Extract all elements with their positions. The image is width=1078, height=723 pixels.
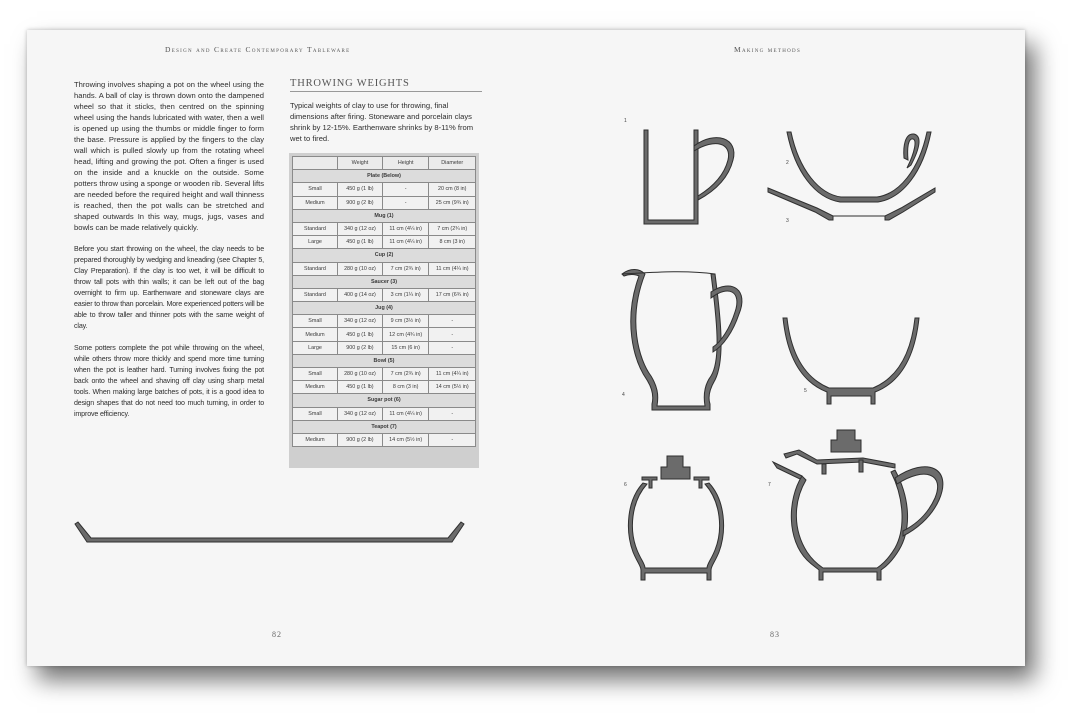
figure-label-7: 7 bbox=[768, 482, 771, 488]
table-header-cell: Height bbox=[382, 157, 429, 170]
table-cell: 900 g (2 lb) bbox=[338, 196, 383, 209]
table-cell: 450 g (1 lb) bbox=[338, 183, 383, 196]
figure-label-1: 1 bbox=[624, 118, 627, 124]
table-cell: 11 cm (4¼ in) bbox=[429, 262, 476, 275]
table-cell: 20 cm (8 in) bbox=[429, 183, 476, 196]
table-cell: - bbox=[382, 196, 429, 209]
table-cell: - bbox=[429, 328, 476, 341]
figure-label-6: 6 bbox=[624, 482, 627, 488]
table-cell: Medium bbox=[293, 381, 338, 394]
table-header-cell: Diameter bbox=[429, 157, 476, 170]
table-section-title: Saucer (3) bbox=[293, 275, 476, 288]
sidebar-title: THROWING WEIGHTS bbox=[290, 78, 482, 92]
table-cell: Large bbox=[293, 236, 338, 249]
table-cell: 900 g (2 lb) bbox=[338, 433, 383, 446]
table-cell: - bbox=[429, 341, 476, 354]
table-section-title: Teapot (7) bbox=[293, 420, 476, 433]
table-cell: Standard bbox=[293, 262, 338, 275]
sidebar-intro: Typical weights of clay to use for throwing, final dimensions after firing. Stoneware and porcelain clays shrink by 12-15%. Earthenware shrinks by 8-11% from wet to fired. bbox=[290, 101, 474, 143]
table-cell: 7 cm (2¾ in) bbox=[429, 222, 476, 235]
table-cell: 14 cm (5½ in) bbox=[429, 381, 476, 394]
right-running-head: Making methods bbox=[734, 45, 802, 54]
table-cell: 8 cm (3 in) bbox=[429, 236, 476, 249]
figure-label-2: 2 bbox=[786, 160, 789, 166]
table-cell: 14 cm (5½ in) bbox=[382, 433, 429, 446]
right-page-number: 83 bbox=[770, 630, 780, 639]
table-cell: Small bbox=[293, 407, 338, 420]
jug-profile-illustration bbox=[622, 270, 742, 411]
table-cell: 9 cm (3½ in) bbox=[382, 315, 429, 328]
table-cell: 450 g (1 lb) bbox=[338, 236, 383, 249]
table-cell: 340 g (12 oz) bbox=[338, 315, 383, 328]
table-cell: - bbox=[382, 183, 429, 196]
table-cell: - bbox=[429, 407, 476, 420]
table-section-title: Sugar pot (6) bbox=[293, 394, 476, 407]
table-cell: 3 cm (1¼ in) bbox=[382, 288, 429, 301]
table-cell: 340 g (12 oz) bbox=[338, 407, 383, 420]
table-cell: - bbox=[429, 315, 476, 328]
paragraph-turning: Some potters complete the pot while throwing on the wheel, while others throw more thickly and spend more time turning when the pot is leather hard. Turning involves fixing the pot back onto the wheel and shaving off clay using sharp metal tools. When making large batches of pots, it is a good idea to design shapes that do not need too much turning, in order to improve efficiency. bbox=[74, 344, 264, 418]
table-cell: 11 cm (4¼ in) bbox=[429, 368, 476, 381]
table-cell: 11 cm (4¼ in) bbox=[382, 222, 429, 235]
plate-profile-illustration bbox=[75, 522, 464, 542]
table-cell: 12 cm (4¾ in) bbox=[382, 328, 429, 341]
figure-label-4: 4 bbox=[622, 392, 625, 398]
left-page-number: 82 bbox=[272, 630, 282, 639]
table-cell: 11 cm (4¼ in) bbox=[382, 407, 429, 420]
table-cell: Standard bbox=[293, 288, 338, 301]
table-cell: 450 g (1 lb) bbox=[338, 381, 383, 394]
table-cell: Small bbox=[293, 315, 338, 328]
cup-and-saucer-profile-illustration bbox=[768, 132, 935, 220]
mug-profile-illustration bbox=[644, 130, 734, 224]
table-section-title: Bowl (5) bbox=[293, 354, 476, 367]
table-cell: 7 cm (2¾ in) bbox=[382, 262, 429, 275]
table-cell: 900 g (2 lb) bbox=[338, 341, 383, 354]
figure-label-3: 3 bbox=[786, 218, 789, 224]
left-running-head: Design and Create Contemporary Tableware bbox=[165, 45, 351, 54]
table-cell: Medium bbox=[293, 328, 338, 341]
table-cell: Large bbox=[293, 341, 338, 354]
table-cell: - bbox=[429, 433, 476, 446]
table-cell: 340 g (12 oz) bbox=[338, 222, 383, 235]
illustrations-layer bbox=[27, 30, 1025, 666]
table-cell: Medium bbox=[293, 196, 338, 209]
teapot-profile-illustration bbox=[773, 430, 943, 580]
table-cell: 7 cm (2¾ in) bbox=[382, 368, 429, 381]
table-cell: 280 g (10 oz) bbox=[338, 368, 383, 381]
table-cell: Medium bbox=[293, 433, 338, 446]
figure-label-5: 5 bbox=[804, 388, 807, 394]
paragraph-preparation: Before you start throwing on the wheel, the clay needs to be prepared thoroughly by wedging and kneading (see Chapter 5, Clay Preparation). If the clay is too wet, it will be difficult to throw tall pots with thin walls; it can be left out of the bag overnight to firm up. Earthenware and stoneware clays are easier to throw than porcelain. More experienced potters will be able to throw taller and thinner pots with the same weight of clay. bbox=[74, 245, 264, 330]
table-cell: 15 cm (6 in) bbox=[382, 341, 429, 354]
table-section-title: Jug (4) bbox=[293, 302, 476, 315]
table-cell: 17 cm (6¾ in) bbox=[429, 288, 476, 301]
book-spread bbox=[27, 30, 1025, 666]
table-cell: Standard bbox=[293, 222, 338, 235]
table-cell: 11 cm (4¼ in) bbox=[382, 236, 429, 249]
table-cell: 400 g (14 oz) bbox=[338, 288, 383, 301]
sugar-pot-profile-illustration bbox=[628, 456, 723, 580]
table-cell: 450 g (1 lb) bbox=[338, 328, 383, 341]
table-section-title: Cup (2) bbox=[293, 249, 476, 262]
table-cell: 8 cm (3 in) bbox=[382, 381, 429, 394]
table-section-title: Mug (1) bbox=[293, 209, 476, 222]
table-section-title: Plate (Below) bbox=[293, 170, 476, 183]
paragraph-throwing: Throwing involves shaping a pot on the wheel using the hands. A ball of clay is thrown down onto the dampened wheel so that it sticks, then centred on the spinning wheel using the hands lubricated with water, then a well is opened up using the thumbs or middle finger to form the base. Pressure is applied by the fingers to the clay wall which is pulled slowly up from the rotating wheel head, lifting and growing the pot. Often a finger is used on the inside and a knuckle on the outside. Some potters throw using a sponge or wooden rib. Several lifts are needed before the required height and wall thinness is reached, then the pot walls can be stretched and shaped outwards In this way, mugs, jugs, vases and bowls can be made relatively quickly. bbox=[74, 80, 264, 232]
table-cell: 25 cm (9¾ in) bbox=[429, 196, 476, 209]
table-cell: 280 g (10 oz) bbox=[338, 262, 383, 275]
table-header-cell: Weight bbox=[338, 157, 383, 170]
table-cell: Small bbox=[293, 368, 338, 381]
table-cell: Small bbox=[293, 183, 338, 196]
